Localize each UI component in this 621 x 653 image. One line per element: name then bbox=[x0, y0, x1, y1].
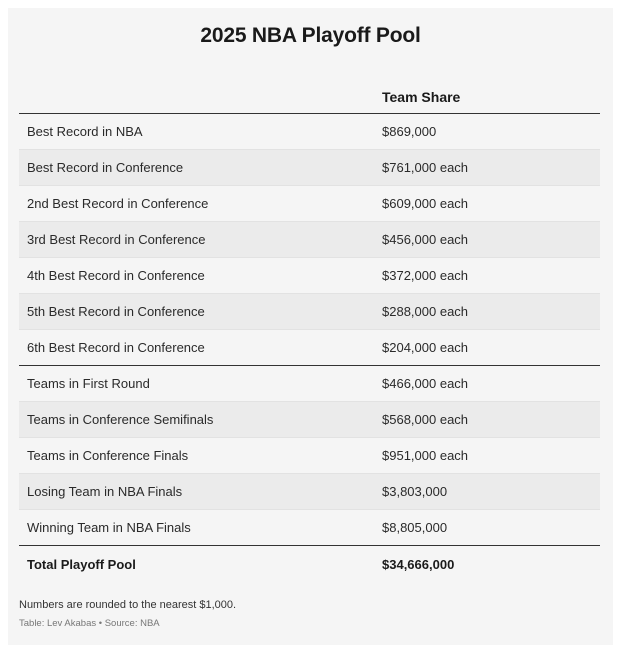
row-label: Winning Team in NBA Finals bbox=[27, 520, 191, 535]
table-row bbox=[19, 366, 600, 402]
row-label: Teams in Conference Semifinals bbox=[27, 412, 214, 427]
row-label: 2nd Best Record in Conference bbox=[27, 196, 209, 211]
row-label: Teams in Conference Finals bbox=[27, 448, 189, 463]
row-value: $869,000 bbox=[382, 124, 437, 139]
row-label: 5th Best Record in Conference bbox=[27, 304, 205, 319]
table-row bbox=[19, 510, 600, 546]
table-row bbox=[19, 438, 600, 474]
table-row bbox=[19, 258, 600, 294]
row-label: 3rd Best Record in Conference bbox=[27, 232, 206, 247]
table-row bbox=[19, 114, 600, 150]
row-value: $204,000 each bbox=[382, 340, 469, 355]
row-value: $456,000 each bbox=[382, 232, 469, 247]
total-label: Total Playoff Pool bbox=[27, 557, 136, 572]
table-row bbox=[19, 294, 600, 330]
row-label: 6th Best Record in Conference bbox=[27, 340, 205, 355]
row-value: $951,000 each bbox=[382, 448, 469, 463]
row-label: Best Record in Conference bbox=[27, 160, 184, 175]
row-value: $8,805,000 bbox=[382, 520, 448, 535]
total-value: $34,666,000 bbox=[382, 557, 455, 572]
table-row bbox=[19, 402, 600, 438]
table-row bbox=[19, 330, 600, 366]
table-row bbox=[19, 222, 600, 258]
row-value: $288,000 each bbox=[382, 304, 469, 319]
table-row bbox=[19, 474, 600, 510]
row-label: Losing Team in NBA Finals bbox=[27, 484, 183, 499]
row-value: $568,000 each bbox=[382, 412, 469, 427]
row-value: $3,803,000 bbox=[382, 484, 448, 499]
table-card bbox=[8, 8, 613, 645]
row-label: 4th Best Record in Conference bbox=[27, 268, 205, 283]
row-label: Teams in First Round bbox=[27, 376, 150, 391]
table-header bbox=[19, 86, 600, 114]
header-team-share: Team Share bbox=[382, 89, 461, 105]
total-row bbox=[19, 546, 600, 581]
row-value: $609,000 each bbox=[382, 196, 469, 211]
footnote: Numbers are rounded to the nearest $1,000. bbox=[19, 599, 237, 611]
table-title: 2025 NBA Playoff Pool bbox=[200, 24, 421, 47]
source-credit: Table: Lev Akabas • Source: NBA bbox=[19, 618, 160, 629]
row-value: $466,000 each bbox=[382, 376, 469, 391]
playoff-pool-table bbox=[19, 86, 600, 581]
row-label: Best Record in NBA bbox=[27, 124, 143, 139]
row-value: $761,000 each bbox=[382, 160, 469, 175]
table-row bbox=[19, 186, 600, 222]
row-value: $372,000 each bbox=[382, 268, 469, 283]
table-row bbox=[19, 150, 600, 186]
